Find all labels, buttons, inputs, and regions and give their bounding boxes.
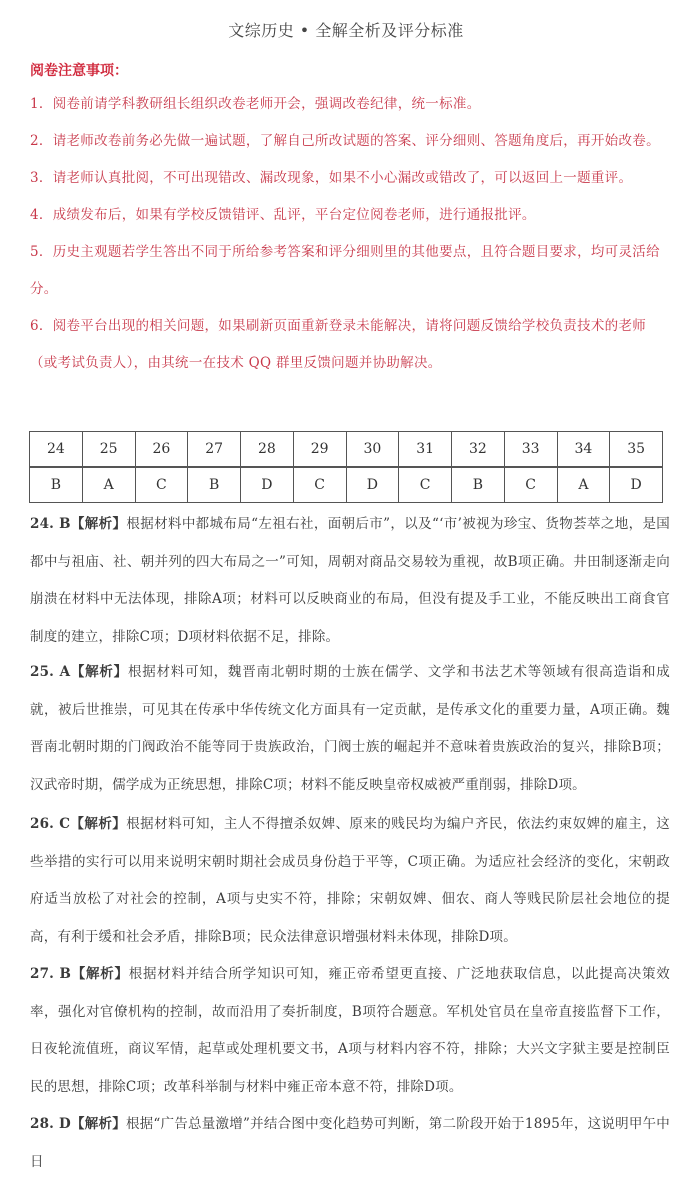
explanation-text: 根据材料可知，魏晋南北朝时期的士族在儒学、文学和书法艺术等领域有很高造诣和成就，被后世推崇，可见其在传承中华传统文化方面具有一定贡献，是传承文化的重要力量，A项正确。魏晋南北朝时期的门阀政治不能等同于贵族政治，门阀士族的崛起并不意味着贵族政治的复兴，排除B项；汉武帝时期，儒学成为正统思想，排除C项；材料不能反映皇帝权威被严重削弱，排除D项。 [30,664,670,793]
notice-item-5: 5．历史主观题若学生答出不同于所给参考答案和评分细则里的其他要点，且符合题目要求，均可灵活给分。 [30,244,660,297]
answer-row [30,467,663,503]
explanation-24 [30,506,670,656]
notice-item-3: 3．请老师认真批阅，不可出现错改、漏改现象，如果不小心漏改或错改了，可以返回上一题重评。 [30,170,633,186]
question-number-cell: 30 [346,432,399,468]
question-number-cell: 24 [30,432,83,468]
notice-item-2: 2．请老师改卷前务必先做一遍试题，了解自己所改试题的答案、评分细则、答题角度后，再开始改卷。 [30,133,660,149]
question-number-cell: 26 [135,432,188,468]
explanation-27 [30,956,670,1106]
explanation-25 [30,654,670,804]
answer-cell: A [82,467,135,503]
answer-cell: D [610,467,663,503]
answer-cell: C [135,467,188,503]
question-number-cell: 35 [610,432,663,468]
question-number-cell: 27 [188,432,241,468]
answer-cell: B [188,467,241,503]
notice-heading: 阅卷注意事项： [30,63,128,79]
explanation-label: 26. C【解析】 [30,816,127,832]
explanation-text: 根据“广告总量激增”并结合图中变化趋势可判断，第二阶段开始于1895年，这说明甲午中日 [30,1116,670,1170]
answer-cell: C [399,467,452,503]
explanation-text: 根据材料可知，主人不得擅杀奴婢、原来的贱民均为编户齐民，依法约束奴婢的雇主，这些举措的实行可以用来说明宋朝时期社会成员身份趋于平等，C项正确。为适应社会经济的变化，宋朝政府适当放松了对社会的控制，A项与史实不符，排除；宋朝奴婢、佃农、商人等贱民阶层社会地位的提高，有利于缓和社会矛盾，排除B项；民众法律意识增强材料未体现，排除D项。 [30,816,670,945]
question-number-cell: 34 [557,432,610,468]
question-number-cell: 33 [504,432,557,468]
answer-cell: B [30,467,83,503]
page-title: 文综历史 • 全解全析及评分标准 [228,21,464,40]
explanation-28 [30,1106,670,1181]
explanation-label: 25. A【解析】 [30,664,128,680]
answer-cell: B [452,467,505,503]
answer-cell: C [293,467,346,503]
explanation-label: 28. D【解析】 [30,1116,126,1132]
question-number-cell: 25 [82,432,135,468]
explanation-text: 根据材料中都城布局“左祖右社，面朝后市”，以及“‘市’被视为珍宝、货物荟萃之地，是国都中与祖庙、社、朝并列的四大布局之一”可知，周朝对商品交易较为重视，故B项正确。井田制逐渐走向崩溃在材料中无法体现，排除A项；材料可以反映商业的布局，但没有提及手工业，不能反映出工商食官制度的建立，排除C项；D项材料依据不足，排除。 [30,516,671,645]
question-number-cell: 29 [293,432,346,468]
question-number-row [30,432,663,468]
notice-item-1: 1．阅卷前请学科教研组长组织改卷老师开会，强调改卷纪律，统一标准。 [30,96,481,112]
notice-item-6: 6．阅卷平台出现的相关问题，如果刷新页面重新登录未能解决，请将问题反馈给学校负责技术的老师（或考试负责人），由其统一在技术 QQ 群里反馈问题并协助解决。 [30,318,647,371]
explanation-label: 27. B【解析】 [30,966,129,982]
notice-item-4: 4．成绩发布后，如果有学校反馈错评、乱评，平台定位阅卷老师，进行通报批评。 [30,207,536,223]
question-number-cell: 31 [399,432,452,468]
explanation-text: 根据材料并结合所学知识可知，雍正帝希望更直接、广泛地获取信息，以此提高决策效率，强化对官僚机构的控制，故而沿用了奏折制度，B项符合题意。军机处官员在皇帝直接监督下工作，日夜轮流值班，商议军情，起草或处理机要文书，A项与材料内容不符，排除；大兴文字狱主要是控制臣民的思想，排除C项；改革科举制与材料中雍正帝本意不符，排除D项。 [30,966,670,1095]
answer-cell: D [346,467,399,503]
explanation-label: 24. B【解析】 [30,516,127,532]
explanation-26 [30,806,670,956]
answer-cell: C [504,467,557,503]
answer-cell: D [241,467,294,503]
question-number-cell: 28 [241,432,294,468]
answer-cell: A [557,467,610,503]
answer-key-table [29,431,663,503]
question-number-cell: 32 [452,432,505,468]
